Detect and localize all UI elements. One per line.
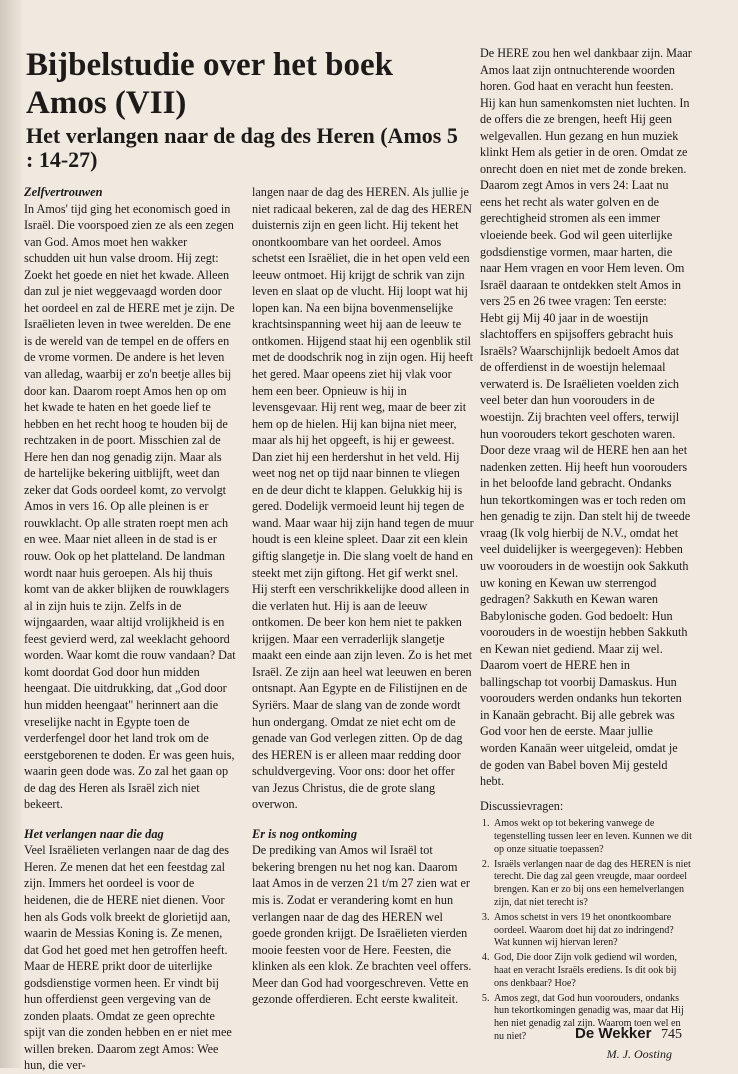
- discussion-heading: Discussievragen:: [480, 798, 564, 813]
- body-paragraph: De prediking van Amos wil Israël tot bekering brengen nu het nog kan. Daarom laat Amos in de verzen 21 t/m 27 zien wat er mis is. Zodat er verandering komt en hun verlangen naar de dag des HEREN wel goede gronden krijgt. De Israëlieten vierden mooie feesten voor de Here. Feesten, die klinken als een klok. Ze brachten veel offers. Meer dan God had voorgeschreven. Vette en gezonde offerdieren. Echt eerste kwaliteit.: [252, 843, 472, 1007]
- text-column-2: [252, 184, 474, 1008]
- discussion-question: 2. Israëls verlangen naar de dag des HEREN is niet terecht. Die dag zal geen vreugde, maar oordeel brengen. Kan er zo bij ons een hemelverlangen zijn, dat niet terecht is?: [492, 859, 692, 910]
- page-footer: [575, 1025, 682, 1043]
- section-gap: [24, 813, 236, 826]
- section-heading: Zelfvertrouwen: [24, 185, 103, 199]
- discussion-question: 4. God, Die door Zijn volk gediend wil worden, haat en veracht Israëls erediens. Is dit ook bij ons denkbaar? Hoe?: [492, 952, 692, 990]
- page-binding-shadow: [0, 0, 22, 1068]
- text-column-3: [480, 45, 692, 1062]
- discussion-questions: [480, 818, 692, 1044]
- body-paragraph: Veel Israëlieten verlangen naar de dag des Heren. Ze menen dat het een feestdag zal zijn. Immers het oordeel is voor de heidenen, die de HERE niet dienen. Voor hen als Gods volk breekt de glorietijd aan, waarin de Messias Koning is. Ze menen, dat God het goed met hen getroffen heeft. Maar de HERE prikt door de uiterlijke godsdienstige vormen heen. Er vindt bij hun offerdienst geen vergeving van de zonden plaats. Omdat ze geen oprechte spijt van die zonden hebben en er niet mee willen breken. Daarom zegt Amos: Wee hun, die ver-: [24, 843, 232, 1073]
- article-title: Bijbelstudie over het boek Amos (VII): [26, 47, 393, 121]
- section-gap: [252, 813, 474, 826]
- body-paragraph: In Amos' tijd ging het economisch goed in Israël. Die voorspoed zien ze als een zegen van God. Amos moet hen wakker schudden uit hun valse droom. Hij zegt: Zoekt het goede en niet het kwade. Alleen dan zul je niet weggevaagd worden door het oordeel en zal de HERE met je zijn. De Israëlieten leven in twee werelden. De ene is de wereld van de tempel en de offers en de vrome vormen. De andere is het leven van alledag, waarbij er zo'n beetje alles bij door kan. Daarom roept Amos hen op om het kwade te haten en het goede lief te hebben en het recht hoog te houden bij de rechtzaken in de poort. Misschien zal de Here hen dan nog genadig zijn. Maar als de hartelijke bekering uitblijft, weet dan zeker dat Gods oordeel komt, zo vervolgt Amos in vers 16. Op alle pleinen is er rouwklacht. Op alle straten roept men ach en wee. Maar niet alleen in de stad is er rouw. Ook op het platteland. De landman wordt naar huis geroepen. Als hij thuis komt van de akker blijken de rouwklagers al in zijn huis te zijn. Zelfs in de wijngaarden, waar altijd vrolijkheid is en feest gevierd werd, zal weeklacht gehoord worden. Waar komt die rouw vandaan? Dat komt doordat God door hun midden heengaat. Die uitdrukking, dat „God door hun midden heengaat" herinnert aan die vreselijke nacht in Egypte toen de verderfengel door het land trok om de eerstgeborenen te doden. Er was geen huis, waarin geen dode was. Zo zal het gaan op de dag des Heren als Israël zich niet bekeert.: [24, 201, 236, 812]
- body-paragraph: langen naar de dag des HEREN. Als jullie je niet radicaal bekeren, zal de dag des HEREN duisternis zijn en geen licht. Hij tekent het onontkoombare van het oordeel. Amos schetst een Israëliet, die in het open veld een leeuw ontmoet. Hij krijgt de schrik van zijn leven en slaat op de vlucht. Hij loopt wat hij lopen kan. Na een bijna bovenmenselijke krachtsinspanning weet hij aan de leeuw te ontkomen. Hijgend staat hij een ogenblik stil met de doodschrik nog in zijn ogen. Hij heeft het gered. Maar opeens ziet hij vlak voor hem een beer. Opnieuw is hij in levensgevaar. Hij rent weg, maar de beer zit hem op de hielen. Hij kan bijna niet meer, maar als hij het opgeeft, is hij er geweest. Dan ziet hij een herdershut in het veld. Hij weet nog net op tijd naar binnen te vliegen en de deur dicht te klappen. Gelukkig hij is gered. Dodelijk vermoeid leunt hij tegen de wand. Maar waar hij zijn hand tegen de muur houdt is een kleine spleet. Daar zit een klein giftig slangetje in. Die slang voelt de hand en steekt met zijn giftong. Het gif werkt snel. Hij sterft een verschrikkelijke dood alleen in die verlaten hut. Hij is aan de leeuw ontkomen. De beer kon hem niet te pakken krijgen. Maar een verraderlijk slangetje maakt een einde aan zijn leven. Zo is het met Israël. Ze zijn aan heel wat leeuwen en beren ontsnapt. Aan Egypte en de Filistijnen en de Syriërs. Maar de slang van de zonde wordt hun ondergang. Omdat ze niet echt om de genade van God verlegen zitten. Op de dag des HEREN is er alleen maar redding door schuldvergeving. Voor ons: door het offer van Jezus Christus, die de grote slang overwon.: [252, 185, 474, 812]
- page-number: 745: [660, 1027, 682, 1042]
- section-heading: Het verlangen naar die dag: [24, 826, 164, 841]
- body-paragraph: De HERE zou hen wel dankbaar zijn. Maar Amos laat zijn ontnuchterende woorden horen. God haat en veracht hun feesten. Hij kan hun samenkomsten niet luchten. In de offers die ze brengen, heeft Hij geen welgevallen. Hun gezang en hun muziek klinkt Hem als getier in de oren. Omdat ze onrecht doen en niet met de zonde breken. Daarom zegt Amos in vers 24: Laat nu eens het recht als water golven en de gerechtigheid stromen als een immer vloeiende beek. God wil geen uiterlijke godsdienstige vormen, maar harten, die naar Hem vragen en voor Hem leven. Om Israël daaraan te ontdekken stelt Amos in vers 25 en 26 twee vragen: Ten eerste: Hebt gij Mij 40 jaar in de woestijn slachtoffers en spijsoffers gebracht huis Israëls? Waarschijnlijk bedoelt Amos dat de offerdienst in de woestijn helemaal verwaterd is. De Israëlieten voelden zich veel beter dan hun voorouders in de woestijn. Zij brachten veel offers, terwijl hun voorouders tekort geschoten waren. Door deze vraag wil de HERE hen aan het nadenken zetten. Hij heeft hun voorouders in het beloofde land gebracht. Ondanks hun tekortkomingen was er toch reden om hen genadig te zijn. Dan stelt hij de tweede vraag (Ik volg hierbij de N.V., omdat het veel duidelijker is weergegeven): Hebben uw voorouders in de woestijn ook Sakkuth uw koning en Kewan uw sterrengod gedragen? Sakkuth en Kewan waren Babylonische goden. God bedoelt: Hun voorouders in de woestijn hebben Sakkuth en Kewan niet gediend. Maar zij wel. Daarom voert de HERE hen in ballingschap tot voorbij Damaskus. Hun voorouders werden ondanks hun tekorten in Kanaän gebracht. Bij alle gebrek was God voor hen de eerste. Maar jullie worden Kanaän weer uitgeleid, omdat je de goden van Babel boven Mij gesteld hebt.: [480, 46, 692, 789]
- text-column-1: [24, 184, 236, 1074]
- article-subtitle: Het verlangen naar de dag des Heren (Amos 5 : 14-27): [26, 123, 458, 172]
- discussion-question: 5. Amos zegt, dat God hun voorouders, ondanks hun tekortkomingen genadig was, maar dat Hij hen niet genadig zal zijn. Waarom toen wel en nu niet?: [492, 993, 692, 1044]
- discussion-question: 3. Amos schetst in vers 19 het onontkoombare oordeel. Waarom doet hij dat zo indringend? Wat kunnen wij hiervan leren?: [492, 912, 692, 950]
- discussion-question: 1. Amos wekt op tot bekering vanwege de tegenstelling tussen leer en leven. Kunnen we dit op onze situatie toepassen?: [492, 818, 692, 856]
- author-signature: M. J. Oosting: [606, 1046, 672, 1061]
- section-heading: Er is nog ontkoming: [252, 826, 358, 841]
- publication-name: De Wekker: [575, 1025, 652, 1042]
